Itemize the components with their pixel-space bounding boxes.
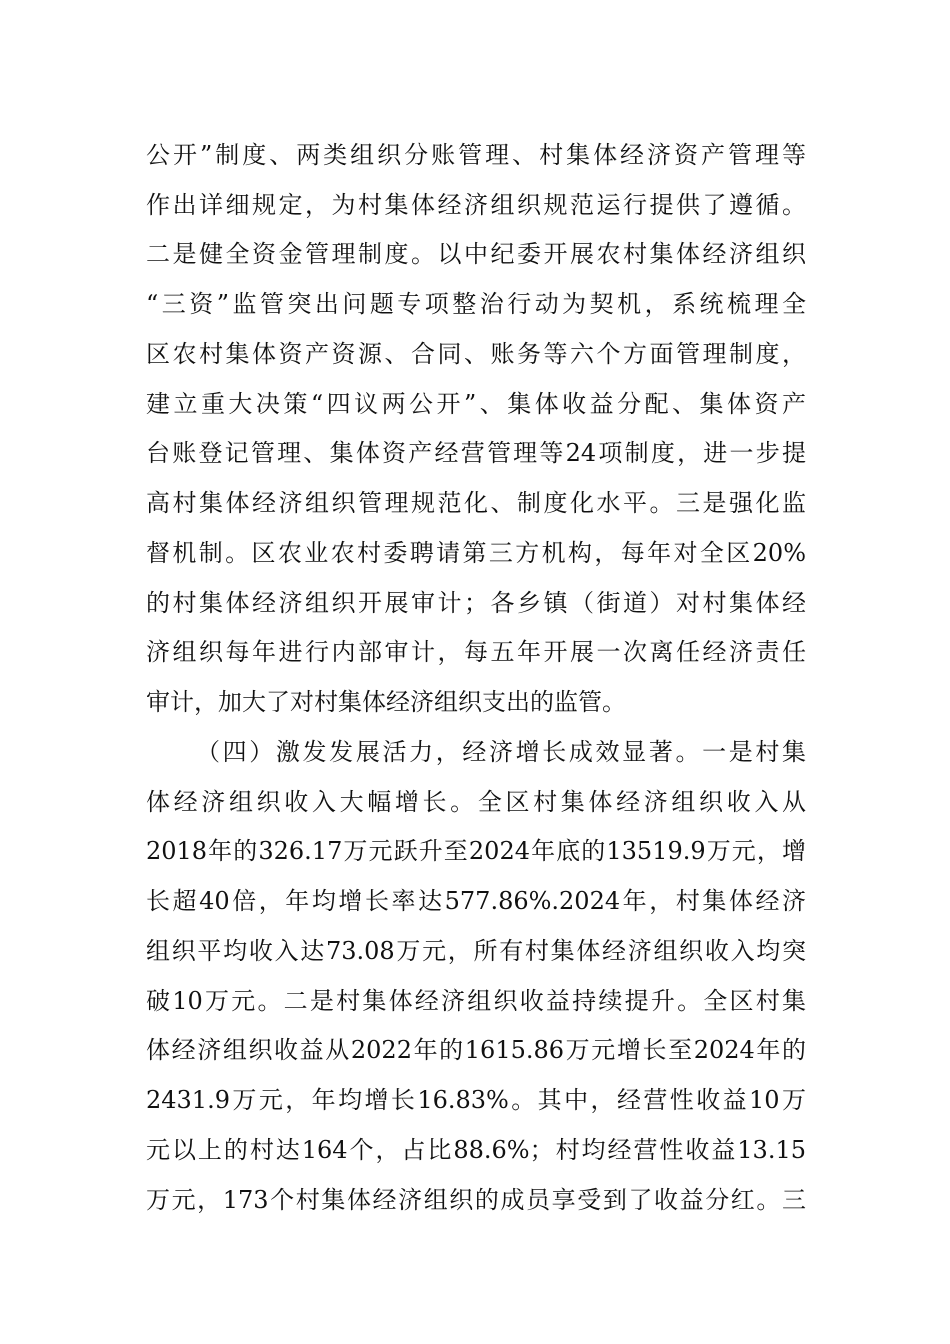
text-line-2: 作出详细规定，为村集体经济组织规范运行提供了遵循。 (146, 191, 806, 219)
text-line-16: 长超40倍，年均增长率达577.86%.2024年，村集体经济 (146, 887, 806, 915)
text-line-1: 公开”制度、两类组织分账管理、村集体经济资产管理等 (146, 141, 806, 169)
text-line-4: “三资”监管突出问题专项整治行动为契机，系统梳理全 (146, 290, 806, 318)
text-line-20: 2431.9万元，年均增长16.83%。其中，经营性收益10万 (146, 1086, 806, 1114)
text-line-6: 建立重大决策“四议两公开”、集体收益分配、集体资产 (146, 390, 806, 418)
text-line-9: 督机制。区农业农村委聘请第三方机构，每年对全区20% (146, 539, 806, 567)
text-line-8: 高村集体经济组织管理规范化、制度化水平。三是强化监 (146, 489, 806, 517)
text-line-13: （四）激发发展活力，经济增长成效显著。一是村集 (196, 738, 806, 766)
text-line-22: 万元，173个村集体经济组织的成员享受到了收益分红。三 (146, 1186, 806, 1214)
text-line-18: 破10万元。二是村集体经济组织收益持续提升。全区村集 (146, 987, 806, 1015)
text-line-5: 区农村集体资产资源、合同、账务等六个方面管理制度， (146, 340, 806, 368)
text-line-15: 2018年的326.17万元跃升至2024年底的13519.9万元，增 (146, 837, 806, 865)
text-line-12: 审计，加大了对村集体经济组织支出的监管。 (146, 688, 626, 716)
text-line-7: 台账登记管理、集体资产经营管理等24项制度，进一步提 (146, 439, 806, 467)
text-line-11: 济组织每年进行内部审计，每五年开展一次离任经济责任 (146, 638, 806, 666)
text-line-17: 组织平均收入达73.08万元，所有村集体经济组织收入均突 (146, 937, 806, 965)
text-line-21: 元以上的村达164个，占比88.6%；村均经营性收益13.15 (146, 1136, 806, 1164)
text-line-3: 二是健全资金管理制度。以中纪委开展农村集体经济组织 (146, 240, 806, 268)
text-line-10: 的村集体经济组织开展审计；各乡镇（街道）对村集体经 (146, 589, 806, 617)
text-line-14: 体经济组织收入大幅增长。全区村集体经济组织收入从 (146, 788, 806, 816)
text-line-19: 体经济组织收益从2022年的1615.86万元增长至2024年的 (146, 1036, 806, 1064)
